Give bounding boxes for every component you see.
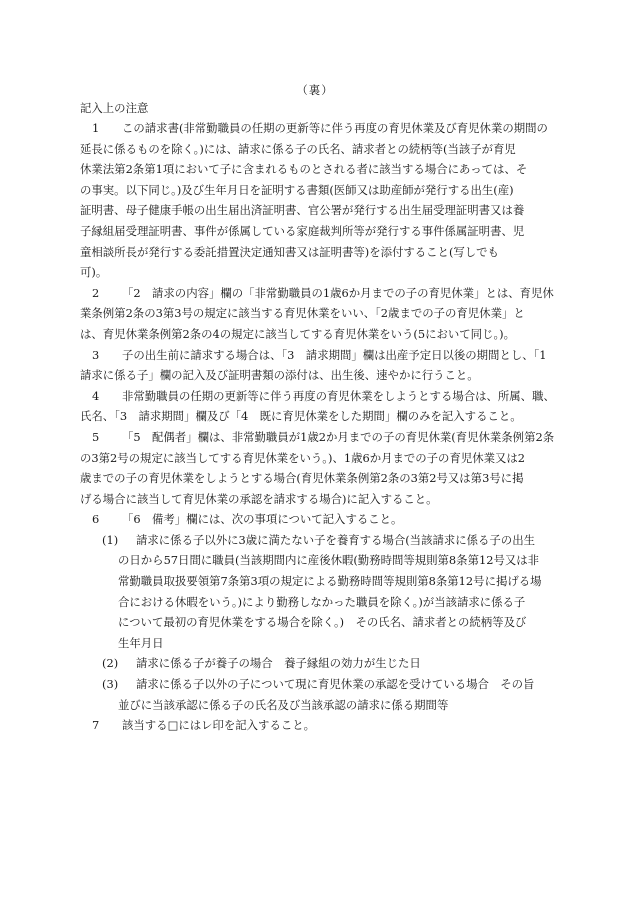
notes-list bbox=[80, 118, 556, 736]
notes-heading: 記入上の注意 bbox=[80, 101, 149, 115]
note-subitem bbox=[80, 674, 556, 715]
note-text-line: 業条例第2条の3第3号の規定に該当する育児休業をいい、「2歳までの子の育児休業」と bbox=[80, 306, 525, 321]
note-text-line: 請求に係る子」欄の記入及び証明書類の添付は、出生後、速やかに行うこと。 bbox=[80, 368, 479, 383]
note-number: 1 bbox=[92, 121, 100, 135]
note-text-line: 子の出生前に請求する場合は、「3 請求期間」欄は出産予定日以後の期間とし、「1 bbox=[122, 347, 547, 362]
note-text-line: の3第2号の規定に該当してする育児休業をいう。)、1歳6か月までの子の育児休業又は2 bbox=[80, 450, 526, 465]
note-text-line: 延長に係るものを除く。)には、請求に係る子の氏名、請求者との続柄等(当該子が育児 bbox=[80, 141, 516, 156]
note-item bbox=[80, 118, 556, 283]
subitem-text-line: 常勤職員取扱要領第7条第3項の規定による勤務時間等規則第8条第12号に掲げる場 bbox=[118, 574, 542, 589]
subitem-text-line: 合における休暇をいう。)により勤務しなかった職員を除く。)が当該請求に係る子 bbox=[118, 594, 526, 609]
note-text-line: 童相談所長が発行する委託措置決定通知書又は証明書等)を添付すること(写しでも bbox=[80, 244, 499, 259]
note-text-line: 証明書、母子健康手帳の出生届出済証明書、官公署が発行する出生届受理証明書又は養 bbox=[80, 203, 525, 218]
subitem-text-line: 請求に係る子以外の子について現に育児休業の承認を受けている場合 その旨 bbox=[136, 677, 535, 692]
note-text-line: げる場合に該当して育児休業の承認を請求する場合)に記入すること。 bbox=[80, 491, 438, 506]
note-text-line: 「5 配偶者」欄は、非常勤職員が1歳2か月までの子の育児休業(育児休業条例第2条 bbox=[122, 429, 555, 444]
note-text-line: 該当する□にはレ印を記入すること。 bbox=[122, 718, 316, 733]
note-text-line: この請求書(非常勤職員の任期の更新等に伴う再度の育児休業及び育児休業の期間の bbox=[122, 121, 548, 135]
page-side-mark: （裏） bbox=[296, 83, 334, 97]
subitem-text-line: 請求に係る子が養子の場合 養子縁組の効力が生じた日 bbox=[136, 656, 421, 671]
note-subitem bbox=[80, 653, 556, 674]
note-number: 2 bbox=[92, 285, 100, 300]
note-item bbox=[80, 427, 556, 509]
subitem-text-line: 並びに当該承認に係る子の氏名及び当該承認の請求に係る期間等 bbox=[118, 697, 449, 712]
subitem-number: (3) bbox=[102, 677, 119, 692]
subitem-number: (2) bbox=[102, 656, 119, 671]
subitem-text-line: 請求に係る子以外に3歳に満たない子を養育する場合(当該請求に係る子の出生 bbox=[136, 532, 535, 547]
note-text-line: 非常勤職員の任期の更新等に伴う再度の育児休業をしようとする場合は、所属、職、 bbox=[122, 388, 555, 403]
note-item bbox=[80, 715, 556, 736]
subitem-text-line: 生年月日 bbox=[118, 635, 164, 650]
note-number: 7 bbox=[92, 718, 100, 733]
note-text-line: 「2 請求の内容」欄の「非常勤職員の1歳6か月までの子の育児休業」とは、育児休 bbox=[122, 285, 554, 300]
subitem-number: (1) bbox=[102, 532, 119, 547]
note-text-line: 休業法第2条第1項において子に含まれるものとされる者に該当する場合にあっては、そ bbox=[80, 162, 528, 177]
note-item bbox=[80, 386, 556, 427]
note-text-line: 「6 備考」欄には、次の事項について記入すること。 bbox=[122, 512, 403, 527]
note-text-line: の事実。以下同じ。)及び生年月日を証明する書類(医師又は助産師が発行する出生(産) bbox=[80, 182, 514, 197]
note-number: 5 bbox=[92, 429, 100, 444]
note-text-line: 子縁組届受理証明書、事件が係属している家庭裁判所等が発行する事件係属証明書、児 bbox=[80, 223, 525, 238]
note-number: 3 bbox=[92, 347, 100, 362]
note-text-line: は、育児休業条例第2条の4の規定に該当してする育児休業をいう(5において同じ。)。 bbox=[80, 326, 515, 341]
note-text-line: 氏名、「3 請求期間」欄及び「4 既に育児休業をした期間」欄のみを記入すること。 bbox=[80, 409, 522, 424]
subitem-text-line: について最初の育児休業をする場合を除く。) その氏名、請求者との続柄等及び bbox=[118, 615, 527, 630]
note-number: 6 bbox=[92, 512, 100, 527]
note-number: 4 bbox=[92, 388, 100, 403]
note-item bbox=[80, 345, 556, 386]
note-subitem bbox=[80, 530, 556, 654]
note-item bbox=[80, 283, 556, 345]
note-text-line: 歳までの子の育児休業をしようとする場合(育児休業条例第2条の3第2号又は第3号に掲 bbox=[80, 471, 524, 486]
subitem-text-line: の日から57日間に職員(当該期間内に産後休暇(勤務時間等規則第8条第12号又は非 bbox=[118, 553, 540, 568]
note-text-line: 可)。 bbox=[80, 265, 108, 280]
note-item bbox=[80, 509, 556, 530]
